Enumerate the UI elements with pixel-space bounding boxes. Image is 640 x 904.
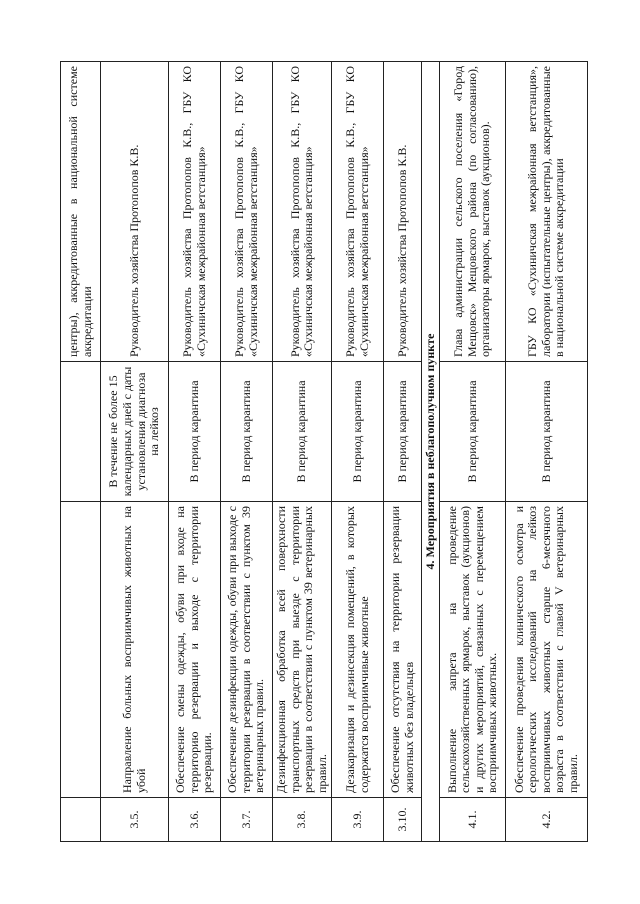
term-cell (61, 362, 101, 502)
rotated-table-wrapper (60, 62, 580, 842)
responsible-cell: Руководитель хозяйства Протопопов К.В. (384, 62, 422, 362)
responsible-cell: центры), аккредитованные в национальной системе аккредитации (61, 62, 101, 362)
table-row (273, 62, 332, 842)
row-number: 3.8. (273, 798, 332, 842)
table-row (332, 62, 384, 842)
table-row (384, 62, 422, 842)
table-row (221, 62, 273, 842)
term-cell: В период карантина (169, 362, 221, 502)
section-header-row (422, 62, 440, 842)
measure-cell: Дезакаризация и дезинсекция помещений, в которых содержатся восприимчивые животные (332, 502, 384, 798)
section-title: 4. Мероприятия в неблагополучном пункте (422, 62, 440, 842)
row-number: 4.1. (440, 798, 506, 842)
measure-cell: Обеспечение проведения клинического осмотра и серологических исследований на лейкоз восприимчивых животных старше 6-месячного возраста в соответствии с главой V ветеринарных правил. (506, 502, 588, 798)
table-row (169, 62, 221, 842)
measure-cell: Направление больных восприимчивых животных на убой (101, 502, 169, 798)
term-cell: В период карантина (384, 362, 422, 502)
row-number: 3.7. (221, 798, 273, 842)
measure-cell: Дезинфекционная обработка всей поверхности транспортных средств при выезде с территории резервации в соответствии с пунктом 39 ветеринарных правил. (273, 502, 332, 798)
responsible-cell: Глава администрации сельского поселения «Город Мещовск» Мещовского района (по согласованию), организаторы ярмарок, выставок (аукционов). (440, 62, 506, 362)
responsible-cell: Руководитель хозяйства Протопопов К.В. (101, 62, 169, 362)
row-number (61, 798, 101, 842)
term-cell: В период карантина (506, 362, 588, 502)
measure-cell: Обеспечение дезинфекции одежды, обуви при выходе с территории резервации в соответствии с пунктом 39 ветеринарных правил. (221, 502, 273, 798)
term-cell: В период карантина (221, 362, 273, 502)
table-row (101, 62, 169, 842)
term-cell: В период карантина (440, 362, 506, 502)
row-number: 3.6. (169, 798, 221, 842)
measure-cell: Выполнение запрета на проведение сельскохозяйственных ярмарок, выставок (аукционов) и других мероприятий, связанных с перемещением восприимчивых животных. (440, 502, 506, 798)
measure-cell (61, 502, 101, 798)
responsible-cell: Руководитель хозяйства Протопопов К.В., ГБУ КО «Сухиничская межрайонная ветстанция» (273, 62, 332, 362)
measures-table (60, 61, 588, 842)
row-number: 3.10. (384, 798, 422, 842)
responsible-cell: Руководитель хозяйства Протопопов К.В., ГБУ КО «Сухиничская межрайонная ветстанция» (169, 62, 221, 362)
table-row (440, 62, 506, 842)
table-row (506, 62, 588, 842)
row-number: 3.9. (332, 798, 384, 842)
measure-cell: Обеспечение смены одежды, обуви при входе на территорию резервации и выходе с территории резервации. (169, 502, 221, 798)
term-cell: В течение не более 15 календарных дней с даты установления диагноза на лейкоз (101, 362, 169, 502)
table-row (61, 62, 101, 842)
responsible-cell: ГБУ КО «Сухиничская межрайонная ветстанция», лаборатории (испытательные центры), аккредитованные в национальной системе аккредитации (506, 62, 588, 362)
term-cell: В период карантина (332, 362, 384, 502)
measure-cell: Обеспечение отсутствия на территории резервации животных без владельцев (384, 502, 422, 798)
term-cell: В период карантина (273, 362, 332, 502)
row-number: 3.5. (101, 798, 169, 842)
responsible-cell: Руководитель хозяйства Протопопов К.В., ГБУ КО «Сухиничская межрайонная ветстанция» (332, 62, 384, 362)
responsible-cell: Руководитель хозяйства Протопопов К.В., ГБУ КО «Сухиничская межрайонная ветстанция» (221, 62, 273, 362)
row-number: 4.2. (506, 798, 588, 842)
